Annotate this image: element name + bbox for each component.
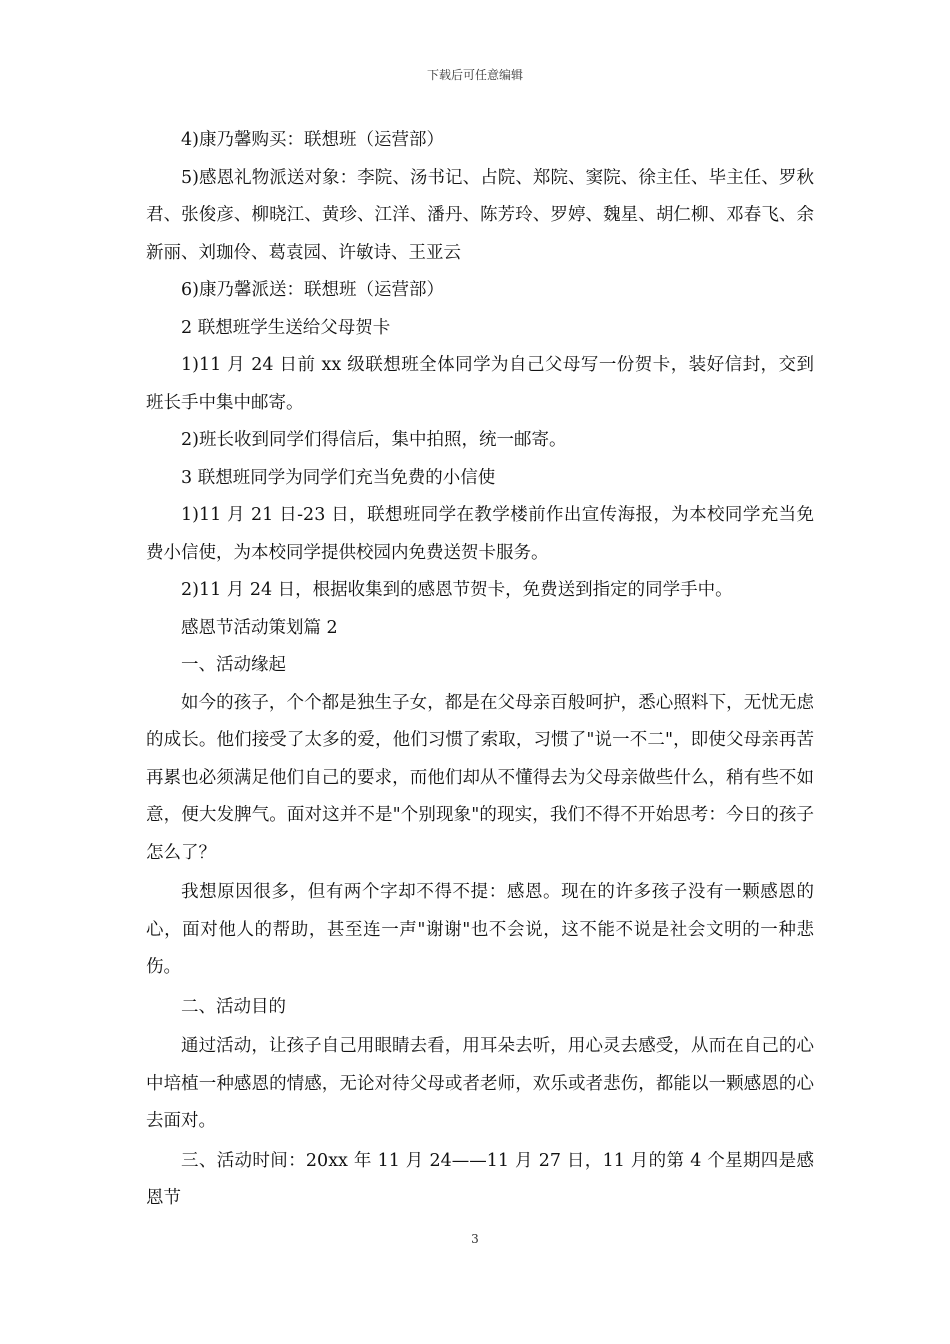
paragraph-purpose-body: 通过活动，让孩子自己用眼睛去看，用耳朵去听，用心灵去感受，从而在自己的心中培植一种感恩的情感，无论对待父母或者老师，欢乐或者悲伤，都能以一颗感恩的心去面对。 <box>146 1036 814 1131</box>
page-number: 3 <box>471 1232 479 1246</box>
paragraph-carnation-purchase: 4)康乃馨购买：联想班（运营部） <box>181 130 444 150</box>
paragraph-section-2-heading: 2 联想班学生送给父母贺卡 <box>181 317 391 338</box>
paragraph-origin-heading: 一、活动缘起 <box>181 655 286 675</box>
paragraph-card-delivery: 2)11 月 24 日，根据收集到的感恩节贺卡，免费送到指定的同学手中。 <box>181 580 733 600</box>
paragraph-purpose-heading: 二、活动目的 <box>181 996 286 1017</box>
paragraph-time: 三、活动时间：20xx 年 11 月 24——11 月 27 日，11 月的第 4 个星期四是感恩节 <box>146 1150 814 1208</box>
paragraph-card-writing: 1)11 月 24 日前 xx 级联想班全体同学为自己父母写一份贺卡，装好信封，交到班长手中集中邮寄。 <box>146 355 814 413</box>
paragraph-poster-service: 1)11 月 21 日-23 日，联想班同学在教学楼前作出宣传海报，为本校同学充当免费小信使，为本校同学提供校园内免费送贺卡服务。 <box>146 505 814 563</box>
paragraph-origin-body: 如今的孩子，个个都是独生子女，都是在父母亲百般呵护，悉心照料下，无忧无虑的成长。他们接受了太多的爱，他们习惯了索取，习惯了"说一不二"，即使父母亲再苦再累也必须满足他们自己的要求，而他们却从不懂得去为父母亲做些什么，稍有些不如意，便大发脾气。面对这并不是"个别现象"的现实，我们不得不开始思考：今日的孩子怎么了？ <box>146 692 814 863</box>
document-body <box>146 122 814 1218</box>
paragraph-gift-recipients: 5)感恩礼物派送对象：李院、汤书记、占院、郑院、窦院、徐主任、毕主任、罗秋君、张俊彦、柳晓江、黄珍、江洋、潘丹、陈芳玲、罗婷、魏星、胡仁柳、邓春飞、余新丽、刘珈伶、葛袁园、许敏诗、王亚云 <box>146 167 814 263</box>
page-header: 下载后可任意编辑 <box>426 68 523 82</box>
paragraph-gratitude-body: 我想原因很多，但有两个字却不得不提：感恩。现在的许多孩子没有一颗感恩的心，面对他人的帮助，甚至连一声"谢谢"也不会说，这不能不说是社会文明的一种悲伤。 <box>146 882 814 977</box>
paragraph-article-2-title: 感恩节活动策划篇 2 <box>181 617 338 638</box>
paragraph-carnation-delivery: 6)康乃馨派送：联想班（运营部） <box>181 280 444 300</box>
paragraph-card-mailing: 2)班长收到同学们得信后，集中拍照，统一邮寄。 <box>181 430 567 450</box>
paragraph-section-3-heading: 3 联想班同学为同学们充当免费的小信使 <box>181 467 496 488</box>
